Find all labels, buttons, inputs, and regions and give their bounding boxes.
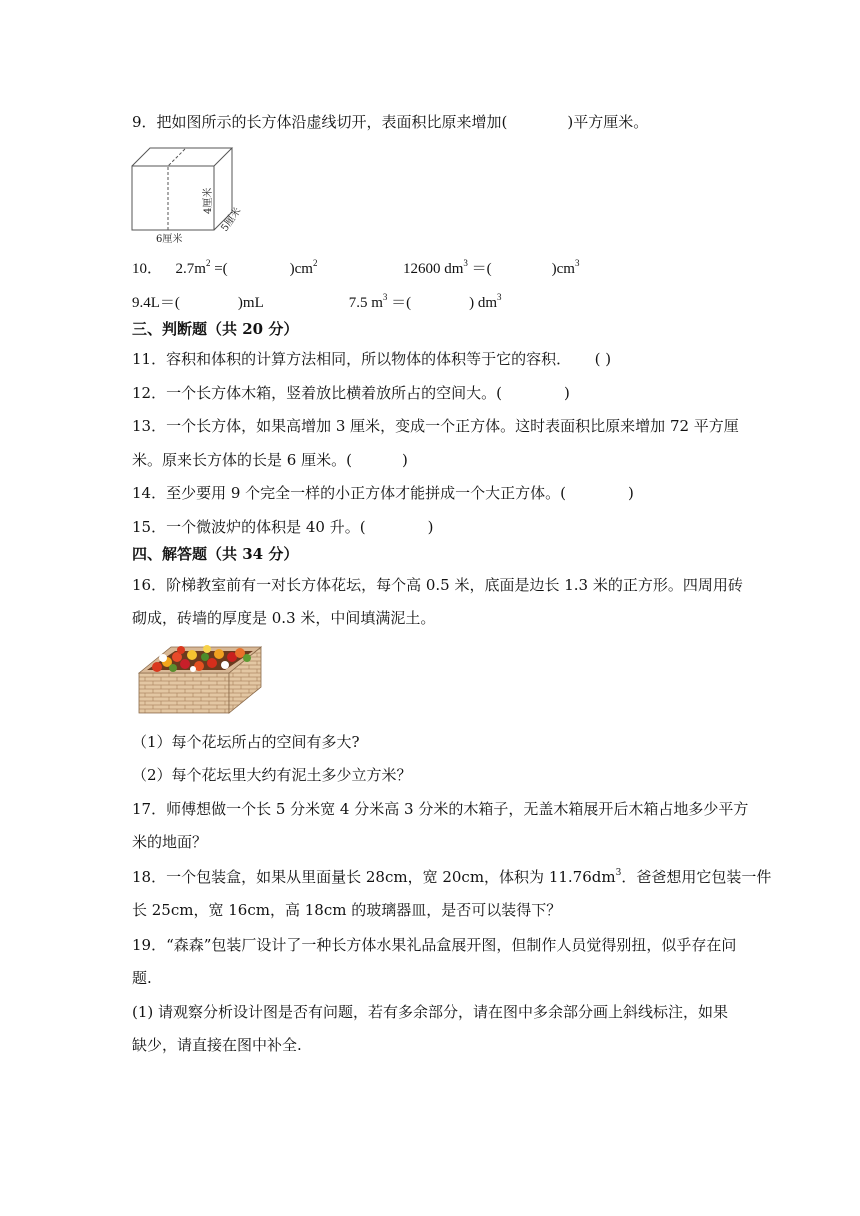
q10-expr-c: 9.4L＝( <box>132 295 180 311</box>
q18-stem-cont: ．爸爸想用它包装一件 <box>621 868 772 886</box>
q16-sub2: （2）每个花坛里大约有泥土多少立方米？ <box>132 766 412 784</box>
q13-line1: 13．一个长方体，如果高增加 3 厘米，变成一个正方体。这时表面积比原来增加 72 平方厘 <box>132 417 739 435</box>
q10-expr-d: 7.5 m <box>348 295 383 311</box>
q13-stem-end: ) <box>401 451 408 469</box>
q17-line1: 17．师傅想做一个长 5 分米宽 4 分米高 3 分米的木箱子，无盖木箱展开后木箱占地多少平方 <box>132 800 749 818</box>
q10-eq-b: ＝( <box>471 261 492 277</box>
q15-stem: 15．一个微波炉的体积是 40 升。( <box>132 518 366 536</box>
q9-stem-end: )平方厘米。 <box>567 113 649 131</box>
section-title: 四、解答题（共 34 分） <box>132 545 299 563</box>
q13-stem: 米。原来长方体的长是 6 厘米。( <box>132 451 352 469</box>
q16-sub1: （1）每个花坛所占的空间有多大? <box>132 733 360 751</box>
q16-line1: 16．阶梯教室前有一对长方体花坛，每个高 0.5 米，底面是边长 1.3 米的正方形。四周用砖 <box>132 576 743 594</box>
q11-stem: 11．容积和体积的计算方法相同，所以物体的体积等于它的容积． <box>132 350 572 368</box>
q9-text <box>132 111 648 133</box>
q16-line2: 砌成，砖墙的厚度是 0.3 米，中间填满泥土。 <box>132 609 436 627</box>
sup-2: 2 <box>312 258 318 268</box>
q19-line1: 19．“森森”包装厂设计了一种长方体水果礼品盒展开图，但制作人员觉得别扭，似乎存在问 <box>132 936 737 954</box>
q19-line4: 缺少，请直接在图中补全. <box>132 1036 302 1054</box>
q12-text <box>132 382 570 404</box>
q10-unit-c: )mL <box>237 295 264 311</box>
q10-unit-b: )cm <box>551 261 575 277</box>
q12-stem: 12．一个长方体木箱，竖着放比横着放所占的空间大。( <box>132 384 502 402</box>
q10-row1 <box>132 258 579 280</box>
q10-eq-d: ＝( <box>391 295 412 311</box>
q18-stem: 18．一个包装盒，如果从里面量长 28cm，宽 20cm，体积为 11.76dm <box>132 868 616 886</box>
q10-expr-a: 2.7m <box>175 261 206 277</box>
answer-blank[interactable]: ( ) <box>594 350 612 368</box>
depth-label: 5厘米 <box>219 205 244 234</box>
q10-unit-a: )cm <box>289 261 313 277</box>
q18-line2: 长 25cm，宽 16cm，高 18cm 的玻璃器皿，是否可以装得下？ <box>132 901 562 919</box>
q10-row2 <box>132 292 502 314</box>
q10-expr-b: 12600 dm <box>402 261 464 277</box>
q12-stem-end: ) <box>563 384 570 402</box>
q15-text <box>132 516 433 538</box>
q19-line2: 题. <box>132 969 152 987</box>
q13-line2 <box>132 449 408 471</box>
sup-3: 3 <box>382 292 388 302</box>
q14-stem-end: ) <box>628 484 634 502</box>
q11-text <box>132 348 611 370</box>
sup-3: 3 <box>615 868 622 878</box>
cuboid-figure <box>126 140 256 245</box>
q17-line2: 米的地面？ <box>132 833 208 851</box>
height-label: 4厘米 <box>203 187 214 214</box>
sup-3: 3 <box>574 258 580 268</box>
q10-eq-a: =( <box>214 261 228 277</box>
section-title: 三、判断题（共 20 分） <box>132 320 299 338</box>
q9-stem: 9．把如图所示的长方体沿虚线切开，表面积比原来增加( <box>132 113 508 131</box>
flower-bed-image <box>137 637 265 717</box>
width-label: 6厘米 <box>156 234 183 245</box>
sup-2: 2 <box>205 258 211 268</box>
q14-stem: 14．至少要用 9 个完全一样的小正方体才能拼成一个大正方体。( <box>132 484 567 502</box>
sup-3: 3 <box>463 258 468 268</box>
q14-text <box>132 482 634 504</box>
q18-line1 <box>132 866 771 888</box>
q10-unit-d: ) dm <box>469 295 498 311</box>
q10-number: 10． <box>132 261 163 277</box>
q19-line3: (1) 请观察分析设计图是否有问题，若有多余部分，请在图中多余部分画上斜线标注，如果 <box>132 1003 729 1021</box>
q15-stem-end: ) <box>427 518 434 536</box>
sup-3: 3 <box>497 292 502 302</box>
